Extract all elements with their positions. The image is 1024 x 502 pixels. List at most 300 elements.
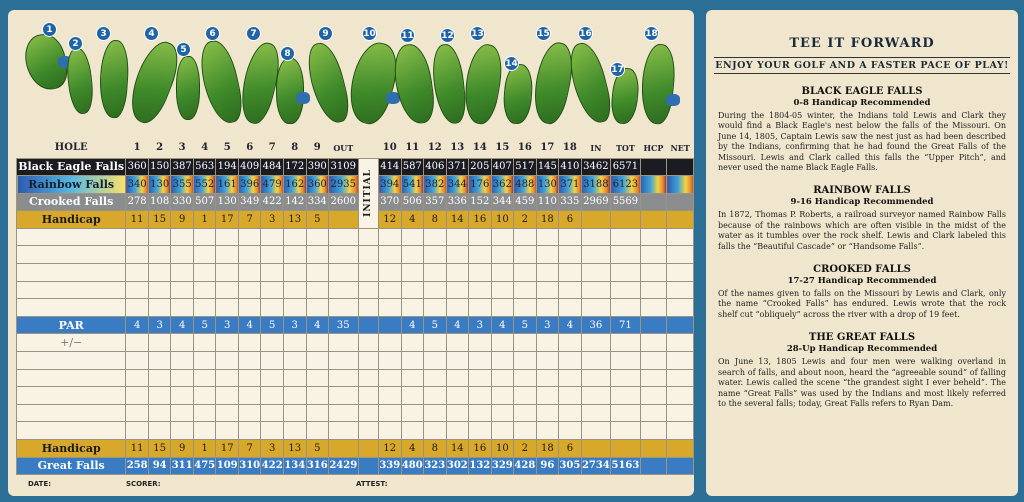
score-cell: [329, 369, 359, 387]
hole-number-badge: 16: [578, 26, 593, 41]
score-cell: 3: [283, 316, 306, 334]
score-cell: [611, 334, 641, 352]
score-cell: 5: [514, 316, 537, 334]
row-label: [17, 264, 126, 282]
fairway-shape: [565, 39, 616, 126]
score-cell: 14: [446, 440, 469, 458]
score-cell: [148, 369, 171, 387]
score-cell: 407: [491, 158, 514, 176]
score-cell: 10: [491, 440, 514, 458]
score-cell: 323: [424, 457, 447, 475]
score-cell: [216, 387, 239, 405]
score-cell: [379, 264, 402, 282]
scorer-label: SCORER:: [126, 480, 161, 488]
score-cell: [640, 158, 667, 176]
hole-number-badge: 17: [610, 62, 625, 77]
score-cell: 6: [559, 211, 582, 229]
score-cell: 36: [581, 316, 611, 334]
tee-section-title: THE GREAT FALLS: [808, 332, 916, 344]
score-cell: [193, 264, 216, 282]
score-cell: [283, 246, 306, 264]
score-cell: [261, 299, 284, 317]
score-cell: [581, 211, 611, 229]
score-cell: 4: [306, 316, 329, 334]
score-cell: [640, 440, 667, 458]
score-cell: [667, 387, 694, 405]
fairway-shape: [391, 42, 438, 126]
score-cell: 479: [261, 176, 284, 194]
col-header: HCP: [643, 142, 664, 153]
hole-number-badge: 6: [205, 26, 220, 41]
score-cell: [514, 264, 537, 282]
score-cell: 5163: [611, 457, 641, 475]
score-cell: [379, 281, 402, 299]
tee-forward-panel: [706, 10, 1018, 496]
score-cell: 8: [424, 211, 447, 229]
tee-section-title: CROOKED FALLS: [813, 264, 911, 276]
score-cell: [536, 264, 559, 282]
col-header: TOT: [615, 142, 635, 153]
score-cell: [559, 369, 582, 387]
score-cell: 4: [126, 316, 149, 334]
score-cell: [640, 387, 667, 405]
score-cell: 334: [306, 193, 329, 211]
hole-number-badge: 10: [362, 26, 377, 41]
score-cell: 349: [238, 193, 261, 211]
score-cell: [491, 422, 514, 440]
score-cell: [581, 246, 611, 264]
score-cell: [491, 334, 514, 352]
score-cell: 6: [559, 440, 582, 458]
fairway-shape: [196, 37, 247, 126]
tee-forward-subtitle: ENJOY YOUR GOLF AND A FASTER PACE OF PLAY!: [714, 57, 1010, 74]
score-cell: [401, 246, 424, 264]
hole-number-badge: 3: [96, 26, 111, 41]
score-cell: [306, 299, 329, 317]
score-cell: [379, 404, 402, 422]
score-cell: [469, 404, 492, 422]
tee-section-handicap: 28-Up Handicap Recommended: [786, 344, 938, 355]
score-cell: 16: [469, 211, 492, 229]
score-cell: [126, 264, 149, 282]
score-cell: [536, 352, 559, 370]
score-cell: 108: [148, 193, 171, 211]
score-cell: 14: [446, 211, 469, 229]
score-cell: [358, 440, 378, 458]
score-cell: [469, 299, 492, 317]
score-cell: [611, 369, 641, 387]
score-cell: 150: [148, 158, 171, 176]
score-cell: [491, 352, 514, 370]
score-cell: [261, 387, 284, 405]
score-cell: [401, 264, 424, 282]
score-cell: [667, 440, 694, 458]
row-label: [17, 246, 126, 264]
score-cell: [514, 352, 537, 370]
score-cell: 12: [379, 440, 402, 458]
score-cell: [536, 387, 559, 405]
score-cell: 2600: [329, 193, 359, 211]
score-cell: [611, 440, 641, 458]
score-cell: [238, 334, 261, 352]
score-cell: [261, 246, 284, 264]
score-cell: 3109: [329, 158, 359, 176]
initial-label: INITIAL: [363, 169, 374, 218]
score-cell: [469, 281, 492, 299]
col-header: 3: [178, 142, 186, 154]
score-cell: [424, 352, 447, 370]
score-row: [17, 387, 694, 405]
score-cell: 11: [126, 440, 149, 458]
score-cell: [401, 387, 424, 405]
score-cell: 488: [514, 176, 537, 194]
fairway-shape: [430, 43, 468, 126]
score-cell: 4: [446, 316, 469, 334]
score-cell: [559, 281, 582, 299]
score-cell: [216, 228, 239, 246]
score-cell: [581, 422, 611, 440]
score-cell: 8: [424, 440, 447, 458]
score-cell: 109: [216, 457, 239, 475]
col-header: 8: [291, 142, 299, 154]
scorecard-panel: [8, 10, 694, 496]
score-cell: [514, 387, 537, 405]
row-label: [17, 281, 126, 299]
score-cell: [126, 281, 149, 299]
score-row: [17, 422, 694, 440]
score-cell: [640, 457, 667, 475]
score-cell: [536, 334, 559, 352]
score-cell: [559, 334, 582, 352]
score-cell: [261, 422, 284, 440]
score-cell: 3: [261, 440, 284, 458]
score-cell: [238, 246, 261, 264]
score-cell: 329: [491, 457, 514, 475]
score-cell: 130: [148, 176, 171, 194]
fairway-shape: [303, 39, 354, 126]
score-cell: 563: [193, 158, 216, 176]
score-cell: [148, 404, 171, 422]
score-cell: [261, 228, 284, 246]
score-cell: [379, 316, 402, 334]
row-label: Rainbow Falls: [17, 176, 126, 194]
score-cell: [640, 228, 667, 246]
score-cell: [667, 352, 694, 370]
score-cell: [469, 264, 492, 282]
score-cell: [446, 422, 469, 440]
col-header: 17: [540, 142, 555, 154]
score-cell: [640, 246, 667, 264]
score-cell: 2: [514, 211, 537, 229]
hole-number-badge: 14: [504, 56, 519, 71]
row-label: +/−: [17, 334, 126, 352]
score-cell: [238, 281, 261, 299]
score-cell: [581, 264, 611, 282]
score-cell: 330: [171, 193, 194, 211]
col-header: 14: [472, 142, 487, 154]
score-cell: 3: [148, 316, 171, 334]
score-cell: [491, 281, 514, 299]
score-cell: [559, 387, 582, 405]
tee-section: [718, 185, 1006, 252]
col-header: 1: [133, 142, 141, 154]
score-cell: [559, 228, 582, 246]
score-cell: [126, 404, 149, 422]
score-cell: [193, 299, 216, 317]
score-cell: [283, 352, 306, 370]
score-cell: 387: [171, 158, 194, 176]
score-cell: [358, 457, 378, 475]
score-cell: [559, 299, 582, 317]
score-cell: [446, 246, 469, 264]
score-cell: [171, 334, 194, 352]
score-cell: 2429: [329, 457, 359, 475]
score-cell: 3: [261, 211, 284, 229]
score-cell: 17: [216, 211, 239, 229]
score-cell: [283, 299, 306, 317]
row-label: [17, 352, 126, 370]
score-cell: [306, 246, 329, 264]
hole-number-badge: 1: [42, 22, 57, 37]
score-cell: [424, 334, 447, 352]
score-cell: [379, 228, 402, 246]
score-cell: [640, 281, 667, 299]
score-cell: 2969: [581, 193, 611, 211]
score-cell: [536, 246, 559, 264]
score-cell: [559, 404, 582, 422]
score-cell: [611, 422, 641, 440]
score-cell: [581, 299, 611, 317]
score-cell: [446, 387, 469, 405]
row-black-eagle-falls: [17, 158, 694, 176]
row-label: Great Falls: [17, 457, 126, 475]
tee-section: [718, 86, 1006, 173]
score-cell: [640, 369, 667, 387]
row-great-falls: [17, 457, 694, 475]
score-cell: 176: [469, 176, 492, 194]
score-cell: [469, 422, 492, 440]
score-cell: [667, 369, 694, 387]
score-cell: [536, 281, 559, 299]
score-cell: 172: [283, 158, 306, 176]
score-cell: [193, 334, 216, 352]
score-cell: [559, 246, 582, 264]
score-cell: 10: [491, 211, 514, 229]
score-cell: [238, 369, 261, 387]
score-cell: [283, 228, 306, 246]
score-cell: 7: [238, 211, 261, 229]
score-row: [17, 246, 694, 264]
score-cell: 414: [379, 158, 402, 176]
score-cell: [171, 369, 194, 387]
score-cell: [171, 246, 194, 264]
score-cell: [424, 422, 447, 440]
score-cell: 4: [171, 316, 194, 334]
score-cell: [148, 264, 171, 282]
score-cell: 459: [514, 193, 537, 211]
score-cell: 132: [469, 457, 492, 475]
score-cell: [611, 246, 641, 264]
score-cell: [581, 334, 611, 352]
score-cell: [667, 316, 694, 334]
score-cell: [611, 299, 641, 317]
score-cell: [401, 369, 424, 387]
score-cell: [171, 352, 194, 370]
score-cell: [667, 228, 694, 246]
score-cell: 517: [514, 158, 537, 176]
score-cell: 480: [401, 457, 424, 475]
score-cell: 428: [514, 457, 537, 475]
score-cell: [640, 316, 667, 334]
score-cell: 552: [193, 176, 216, 194]
tee-section-text: Of the names given to falls on the Missouri by Lewis and Clark, only the name “Crooked Falls” has endured. Lewis wrote that the rock shelf cut “obliquely” across the river with a drop of 19 feet.: [718, 289, 1006, 319]
score-cell: [171, 404, 194, 422]
score-cell: 409: [238, 158, 261, 176]
score-cell: [171, 299, 194, 317]
score-cell: 5: [306, 440, 329, 458]
row-label: PAR: [17, 316, 126, 334]
score-cell: [640, 193, 667, 211]
score-cell: [401, 281, 424, 299]
score-cell: 362: [491, 176, 514, 194]
score-cell: 336: [446, 193, 469, 211]
score-cell: [469, 246, 492, 264]
col-header: 10: [382, 142, 397, 154]
score-cell: [261, 369, 284, 387]
score-cell: 94: [148, 457, 171, 475]
score-cell: [126, 387, 149, 405]
tee-section-handicap: 9-16 Handicap Recommended: [790, 197, 934, 208]
score-cell: [446, 228, 469, 246]
score-cell: [514, 281, 537, 299]
score-cell: 355: [171, 176, 194, 194]
score-cell: [469, 352, 492, 370]
score-cell: [611, 228, 641, 246]
score-cell: [401, 422, 424, 440]
score-cell: 507: [193, 193, 216, 211]
score-cell: 5: [193, 316, 216, 334]
score-cell: 344: [446, 176, 469, 194]
score-cell: [640, 264, 667, 282]
score-cell: 371: [446, 158, 469, 176]
row-label: Handicap: [17, 440, 126, 458]
score-cell: [667, 457, 694, 475]
score-cell: [581, 369, 611, 387]
score-cell: [329, 228, 359, 246]
row--: [17, 334, 694, 352]
score-cell: [306, 264, 329, 282]
score-cell: [216, 422, 239, 440]
score-cell: 3462: [581, 158, 611, 176]
score-cell: [667, 264, 694, 282]
score-cell: [358, 246, 378, 264]
score-cell: [148, 422, 171, 440]
score-cell: [379, 299, 402, 317]
score-cell: [491, 228, 514, 246]
score-cell: [446, 404, 469, 422]
score-cell: [514, 228, 537, 246]
score-cell: [667, 422, 694, 440]
score-cell: [261, 334, 284, 352]
score-cell: [424, 299, 447, 317]
score-cell: [491, 387, 514, 405]
fairway-shape: [502, 63, 534, 125]
score-cell: [611, 264, 641, 282]
score-cell: [446, 352, 469, 370]
score-cell: [306, 387, 329, 405]
score-cell: 370: [379, 193, 402, 211]
score-cell: 506: [401, 193, 424, 211]
score-cell: [306, 404, 329, 422]
score-cell: [491, 264, 514, 282]
score-cell: 11: [126, 211, 149, 229]
row-rainbow-falls: [17, 176, 694, 194]
score-cell: 340: [126, 176, 149, 194]
score-row: [17, 299, 694, 317]
score-cell: 17: [216, 440, 239, 458]
score-cell: [611, 352, 641, 370]
score-cell: [329, 387, 359, 405]
score-cell: [640, 422, 667, 440]
score-cell: [559, 264, 582, 282]
score-cell: [216, 369, 239, 387]
score-cell: 161: [216, 176, 239, 194]
score-cell: [358, 422, 378, 440]
hole-number-badge: 9: [318, 26, 333, 41]
col-header: 6: [246, 142, 254, 154]
score-cell: [358, 369, 378, 387]
score-cell: [193, 352, 216, 370]
score-cell: 205: [469, 158, 492, 176]
col-header: 16: [517, 142, 532, 154]
score-cell: [401, 299, 424, 317]
score-cell: 13: [283, 211, 306, 229]
score-cell: [581, 387, 611, 405]
score-cell: [329, 281, 359, 299]
score-cell: [306, 422, 329, 440]
score-cell: 142: [283, 193, 306, 211]
score-cell: 311: [171, 457, 194, 475]
initial-column: [358, 158, 378, 228]
tee-section-text: In 1872, Thomas P. Roberts, a railroad surveyor named Rainbow Falls because of the rainbows which are often visible in the midst of the water as it tumbles over the rock shelf. Lewis and Clark labeled this falls the “Beautiful Cascade” or “Handsome Falls”.: [718, 210, 1006, 251]
score-cell: [401, 334, 424, 352]
score-cell: 4: [559, 316, 582, 334]
score-cell: 18: [536, 211, 559, 229]
hole-header-label: HOLE: [54, 142, 88, 154]
score-cell: [358, 316, 378, 334]
score-row: [17, 369, 694, 387]
score-cell: 305: [559, 457, 582, 475]
score-cell: [148, 352, 171, 370]
score-cell: 2935: [329, 176, 359, 194]
water-hazard: [296, 92, 310, 104]
score-cell: 302: [446, 457, 469, 475]
score-cell: [148, 299, 171, 317]
tee-section-handicap: 17-27 Handicap Recommended: [787, 276, 937, 287]
hole-number-badge: 18: [644, 26, 659, 41]
score-cell: [469, 387, 492, 405]
score-cell: [238, 387, 261, 405]
score-cell: [581, 404, 611, 422]
score-cell: [446, 281, 469, 299]
score-cell: [126, 334, 149, 352]
score-cell: [238, 264, 261, 282]
score-cell: [469, 369, 492, 387]
score-cell: 4: [238, 316, 261, 334]
score-cell: 3: [469, 316, 492, 334]
score-cell: 2: [514, 440, 537, 458]
score-cell: [640, 176, 667, 194]
